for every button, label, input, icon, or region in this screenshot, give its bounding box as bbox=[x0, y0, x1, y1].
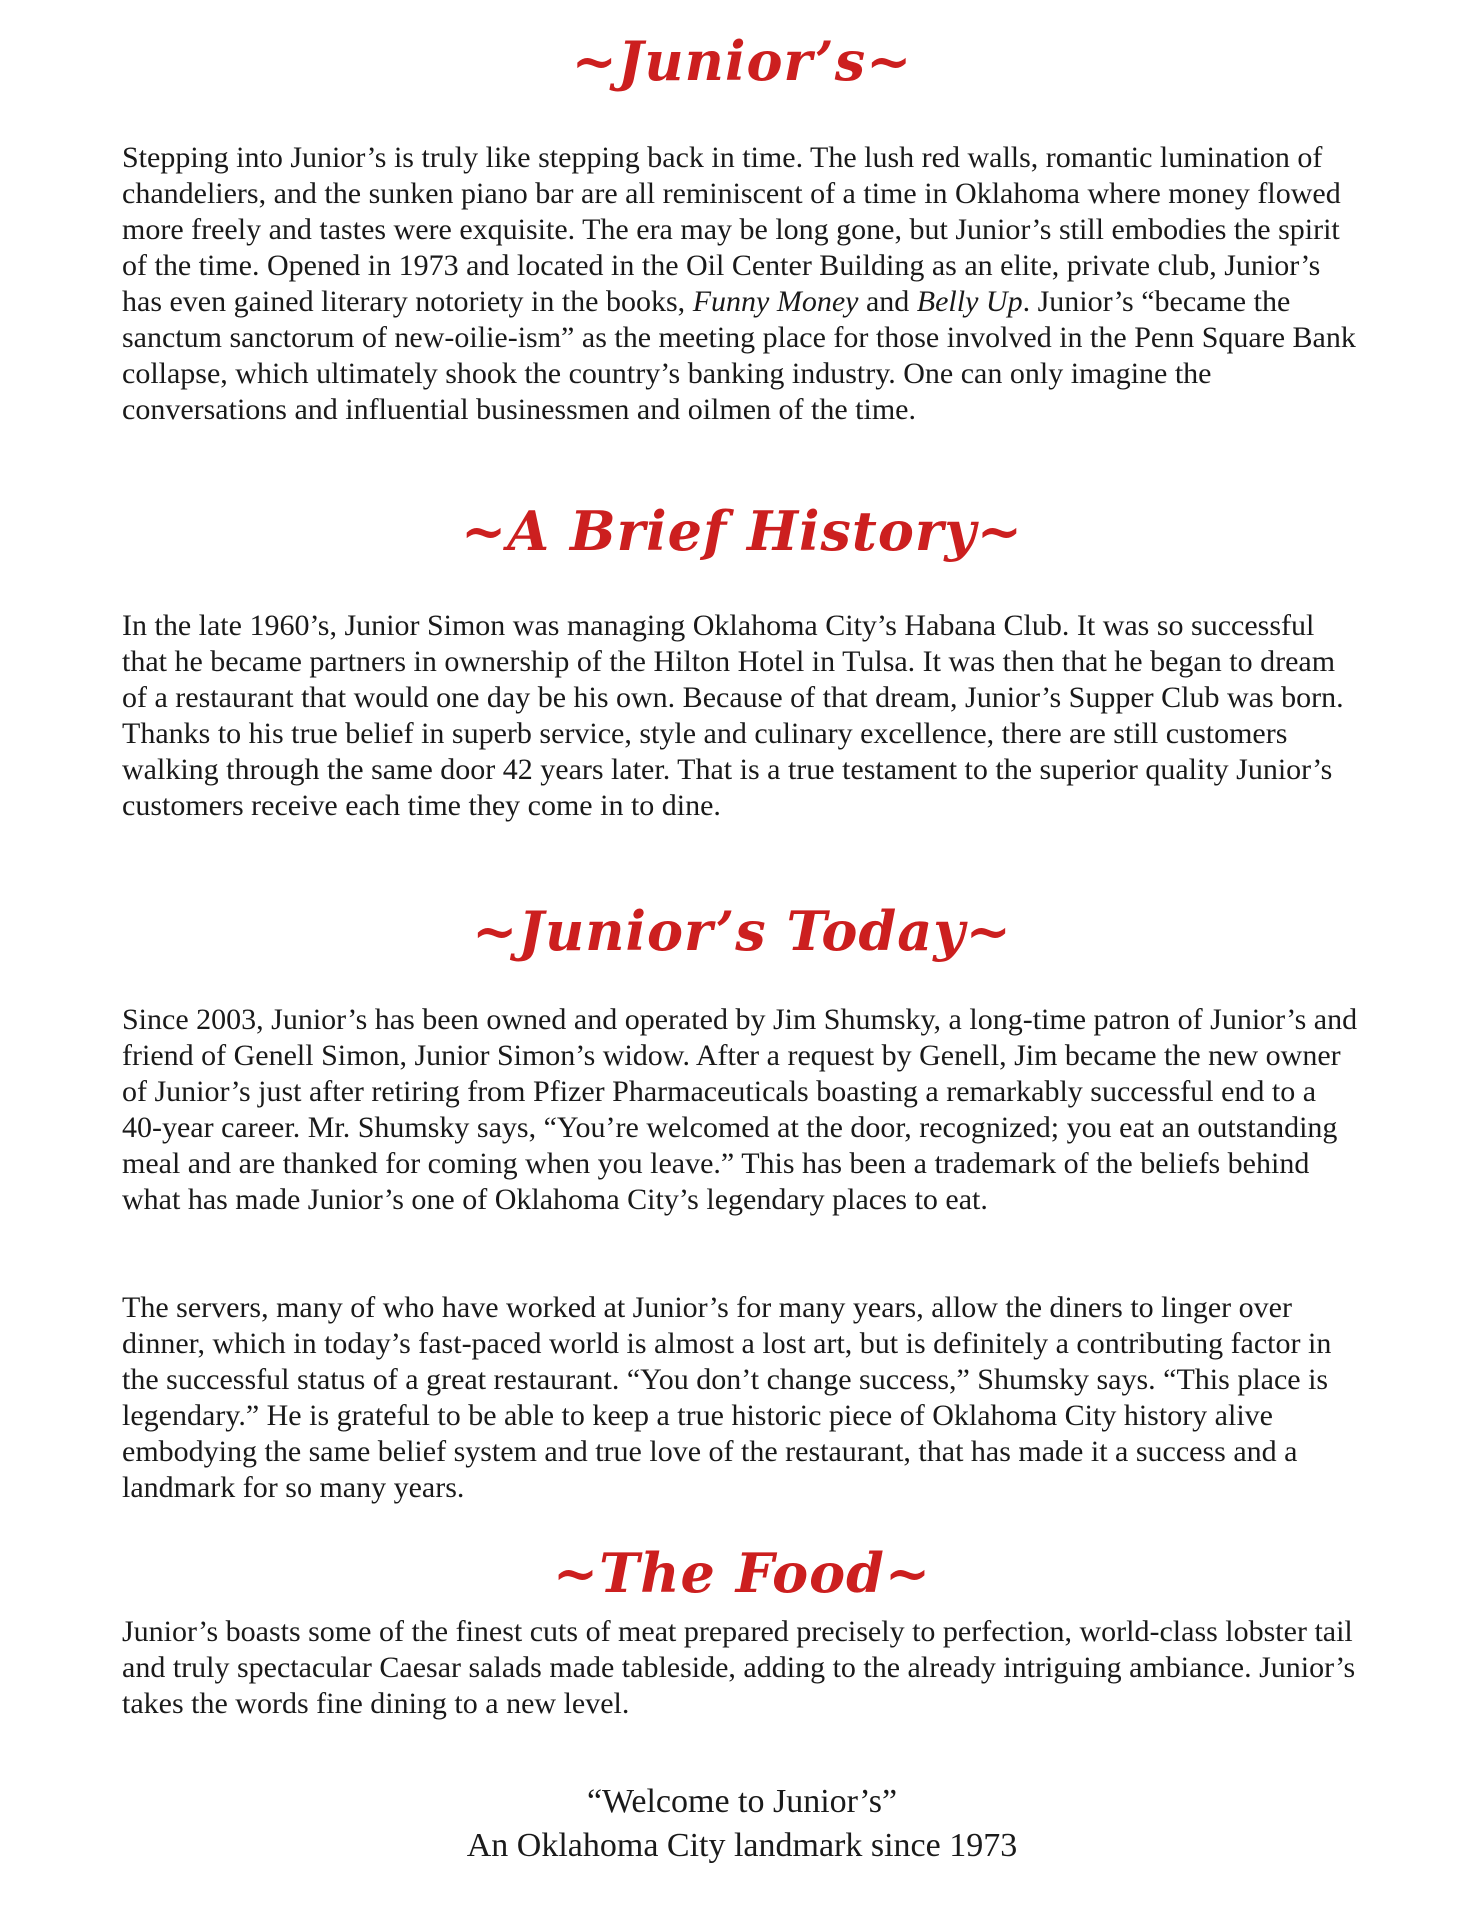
book-title-funny-money: Funny Money bbox=[692, 285, 859, 318]
intro-text-a: Stepping into Junior’s is truly like stepping back in time. The lush red walls, romantic lumination of chandeliers, and the sunken piano bar are all reminiscent of a time in Oklahoma where money flowed more freely and tastes were exquisite. The era may be long gone, but Junior’s still embodies the spirit of the time. Opened in 1973 and located in the Oil Center Building as an elite, private club, Junior’s has even gained literary notoriety in the books, bbox=[122, 141, 1341, 318]
intro-text-c: . Junior’s “became the sanctum sanctorum of new-oilie-ism” as the meeting place for those involved in the Penn Square Bank collapse, which ultimately shook the country’s banking industry. One can only imagine the conversations and influential businessmen and oilmen of the time. bbox=[122, 285, 1356, 426]
juniors-today-heading: ~Junior’s Today~ bbox=[472, 899, 1012, 963]
brief-history-heading: ~A Brief History~ bbox=[461, 499, 1023, 563]
book-title-belly-up: Belly Up bbox=[916, 285, 1023, 318]
closing-landmark-line: An Oklahoma City landmark since 1973 bbox=[466, 1827, 1018, 1864]
today-paragraph-2: The servers, many of who have worked at Junior’s for many years, allow the diners to linger over dinner, which in today’s fast-paced world is almost a lost art, but is definitely a contributing factor in the successful status of a great restaurant. “You don’t change success,” Shumsky says. “This place is legendary.” He is grateful to be able to keep a true historic piece of Oklahoma City history alive embodying the same belief system and true love of the restaurant, that has made it a success and a landmark for so many years. bbox=[122, 1291, 1332, 1504]
juniors-heading: ~Junior’s~ bbox=[571, 29, 913, 93]
today-paragraph-1: Since 2003, Junior’s has been owned and operated by Jim Shumsky, a long-time patron of Junior’s and friend of Genell Simon, Junior Simon’s widow. After a request by Genell, Jim became the new owner of Junior’s just after retiring from Pfizer Pharmaceuticals boasting a remarkably successful end to a 40-year career. Mr. Shumsky says, “You’re welcomed at the door, recognized; you eat an outstanding meal and are thanked for coming when you leave.” This has been a trademark of the beliefs behind what has made Junior’s one of Oklahoma City’s legendary places to eat. bbox=[122, 1003, 1358, 1216]
history-paragraph: In the late 1960’s, Junior Simon was managing Oklahoma City’s Habana Club. It was so successful that he became partners in ownership of the Hilton Hotel in Tulsa. It was then that he began to dream of a restaurant that would one day be his own. Because of that dream, Junior’s Supper Club was born. Thanks to his true belief in superb service, style and culinary excellence, there are still customers walking through the same door 42 years later. That is a true testament to the superior quality Junior’s customers receive each time they come in to dine. bbox=[122, 609, 1344, 822]
closing-welcome-line: “Welcome to Junior’s” bbox=[586, 1783, 898, 1820]
intro-paragraph bbox=[122, 140, 1362, 428]
intro-text-b: and bbox=[858, 285, 917, 318]
the-food-heading: ~The Food~ bbox=[552, 1541, 932, 1605]
food-paragraph: Junior’s boasts some of the finest cuts of meat prepared precisely to perfection, world-class lobster tail and truly spectacular Caesar salads made tableside, adding to the already intriguing ambiance. Junior’s takes the words fine dining to a new level. bbox=[122, 1615, 1356, 1720]
